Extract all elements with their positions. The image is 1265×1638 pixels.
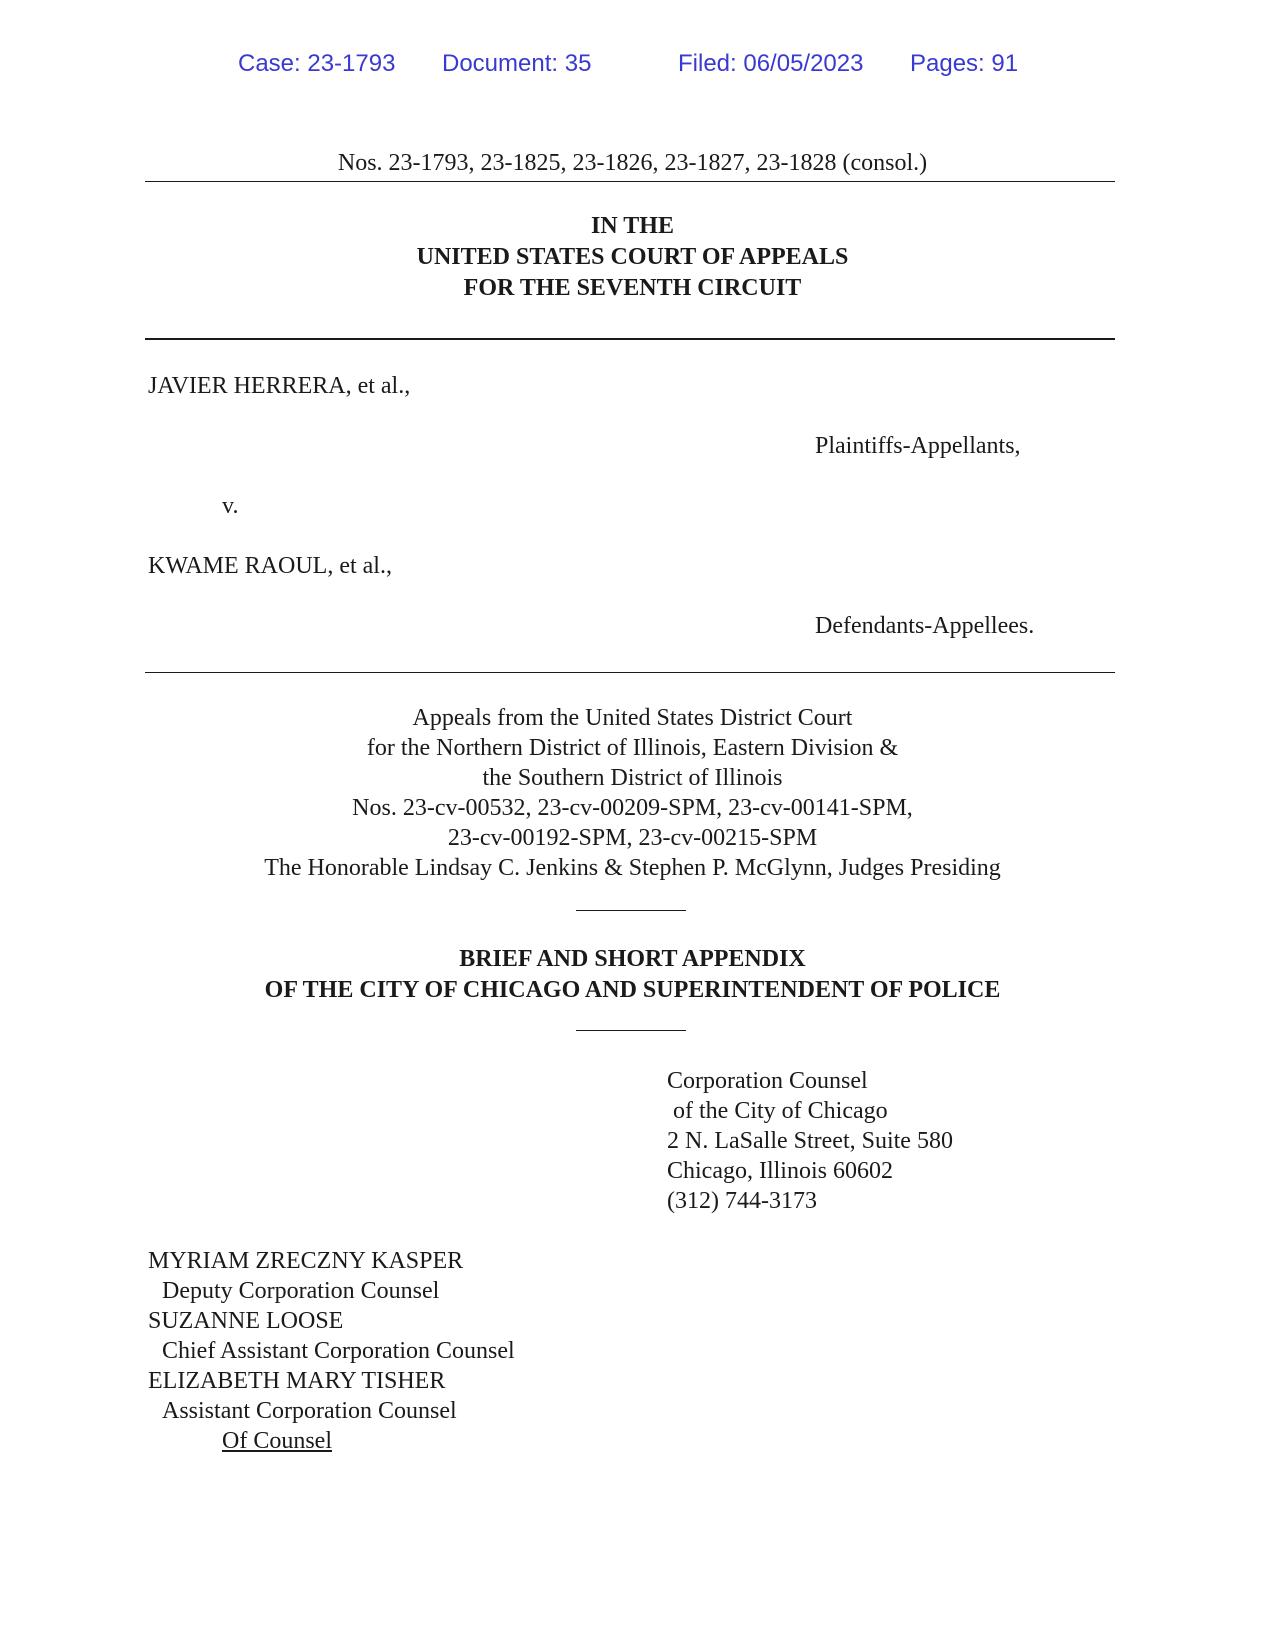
appeal-line-3: the Southern District of Illinois [482,765,783,791]
appeal-line-4: Nos. 23-cv-00532, 23-cv-00209-SPM, 23-cv-00141-SPM, [352,795,913,821]
of-counsel-label: Of Counsel [222,1428,332,1454]
attorney-title-3: Assistant Corporation Counsel [162,1398,457,1424]
document-number: Document: 35 [442,50,592,77]
appeal-line-6: The Honorable Lindsay C. Jenkins & Stephen P. McGlynn, Judges Presiding [264,855,1001,881]
attorney-title-2: Chief Assistant Corporation Counsel [162,1338,515,1364]
brief-title-line-2: OF THE CITY OF CHICAGO AND SUPERINTENDENT OF POLICE [264,977,1001,1003]
short-rule-1 [576,910,686,911]
counsel-address [667,1066,953,1216]
brief-title-line-1: BRIEF AND SHORT APPENDIX [459,946,806,972]
filing-header [0,50,1265,86]
filed-date: Filed: 06/05/2023 [678,50,864,77]
counsel-line-5: (312) 744-3173 [667,1188,817,1214]
short-rule-2 [576,1030,686,1031]
divider-court [145,338,1115,340]
plaintiff-name: JAVIER HERRERA, et al., [148,373,411,399]
defendant-role: Defendants-Appellees. [815,613,1035,639]
divider-top [145,181,1115,182]
docket-numbers: Nos. 23-1793, 23-1825, 23-1826, 23-1827, 23-1828 (consol.) [337,150,928,176]
court-title-line-1: IN THE [591,213,674,239]
case-number: Case: 23-1793 [238,50,396,77]
counsel-line-1: Corporation Counsel [667,1068,868,1094]
attorney-name-1: MYRIAM ZRECZNY KASPER [148,1248,464,1274]
appeal-line-1: Appeals from the United States District Court [412,705,853,731]
defendant-name: KWAME RAOUL, et al., [148,553,392,579]
brief-title [0,944,1265,1006]
plaintiff-role: Plaintiffs-Appellants, [815,433,1021,459]
attorney-name-3: ELIZABETH MARY TISHER [148,1368,446,1394]
counsel-line-4: Chicago, Illinois 60602 [667,1158,893,1184]
attorney-title-1: Deputy Corporation Counsel [162,1278,440,1304]
counsel-line-3: 2 N. LaSalle Street, Suite 580 [667,1128,953,1154]
counsel-line-2: of the City of Chicago [667,1098,888,1124]
attorneys-block [148,1246,515,1456]
page-count: Pages: 91 [910,50,1019,77]
court-title-line-2: UNITED STATES COURT OF APPEALS [416,244,849,270]
divider-parties [145,672,1115,673]
versus: v. [222,493,239,519]
court-title-line-3: FOR THE SEVENTH CIRCUIT [463,275,802,301]
appeal-info [0,703,1265,883]
attorney-name-2: SUZANNE LOOSE [148,1308,344,1334]
court-title [0,211,1265,304]
appeal-line-5: 23-cv-00192-SPM, 23-cv-00215-SPM [447,825,818,851]
appeal-line-2: for the Northern District of Illinois, Eastern Division & [366,735,899,761]
